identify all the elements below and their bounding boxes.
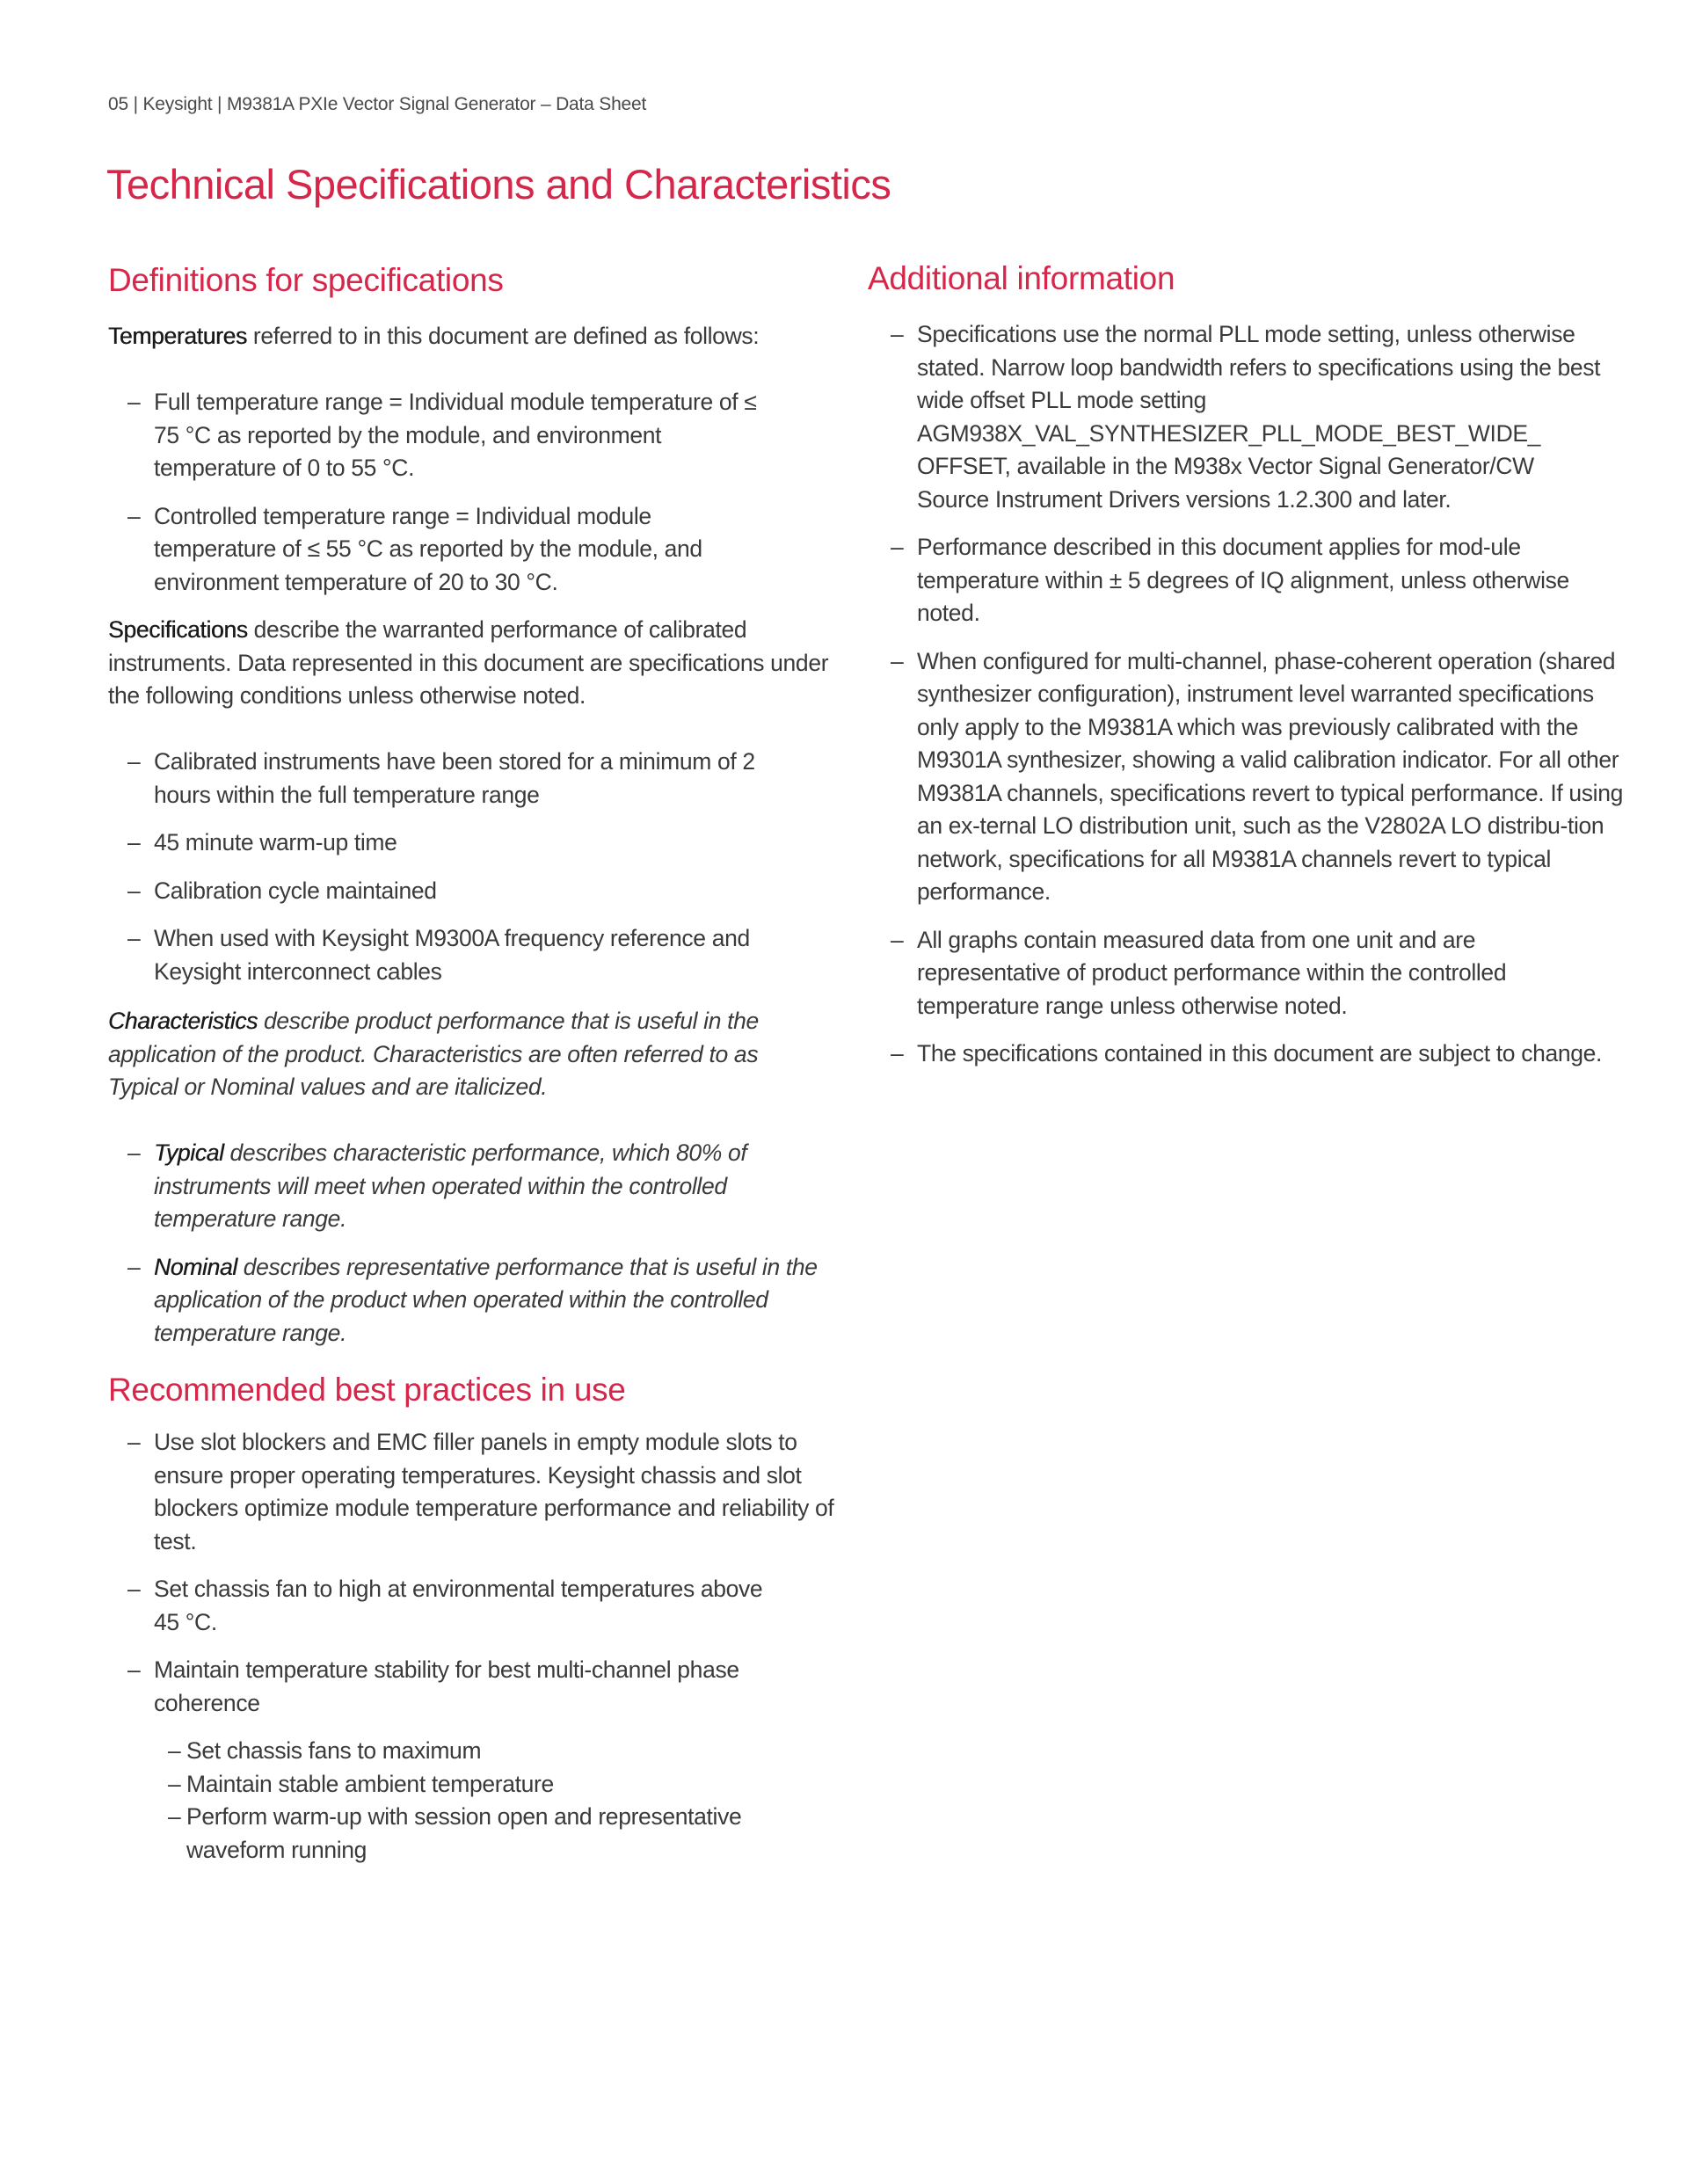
characteristics-term: Characteristics — [108, 1008, 258, 1034]
best-practices-list — [108, 1426, 834, 1867]
definitions-heading: Definitions for specifications — [108, 262, 504, 298]
sub-list-item: – Maintain stable ambient temperature — [161, 1768, 804, 1802]
temperatures-paragraph — [108, 320, 838, 353]
list-item: – Controlled temperature range = Individual module temperature of ≤ 55 °C as reported by the module, and environment temperature of 20 to 30 °C. — [108, 500, 769, 600]
temperature-definitions-list — [108, 386, 776, 599]
specification-conditions-list — [108, 746, 820, 988]
typical-text: describes characteristic performance, which 80% of instruments will meet when operated within the controlled temperature range. — [154, 1139, 747, 1232]
sub-list-item: – Set chassis fans to maximum — [161, 1735, 804, 1768]
list-item: – Use slot blockers and EMC filler panels in empty module slots to ensure proper operating temperatures. Keysight chassis and slot blockers optimize module temperature performance and reliability of test. — [108, 1426, 848, 1558]
list-item: – When configured for multi-channel, phase-coherent operation (shared synthesizer configuration), instrument level warranted specifications only apply to the M9381A which was previously calibrated with the M9301A synthesizer, showing a valid calibration indicator. For all other M9381A channels, specifications revert to typical performance. If using an ex-ternal LO distribution unit, such as the V2802A LO distribu-tion network, specifications for all M9381A channels revert to typical performance. — [868, 645, 1638, 909]
list-item — [108, 1654, 848, 1867]
specifications-paragraph — [108, 614, 838, 713]
characteristics-paragraph — [108, 1005, 829, 1104]
temperatures-text: referred to in this document are defined as follows: — [246, 323, 760, 349]
running-header: 05 | Keysight | M9381A PXIe Vector Signal Generator – Data Sheet — [108, 94, 647, 114]
list-item: – The specifications contained in this document are subject to change. — [868, 1037, 1620, 1071]
additional-info-heading: Additional information — [868, 260, 1175, 296]
list-item: – Set chassis fan to high at environmental temperatures above 45 °C. — [108, 1573, 769, 1639]
specifications-term: Specifications — [108, 616, 248, 643]
sub-list-item: – Perform warm-up with session open and representative waveform running — [161, 1801, 802, 1867]
list-item: – Full temperature range = Individual module temperature of ≤ 75 °C as reported by the module, and environment temperature of 0 to 55 °C. — [108, 386, 769, 485]
list-item: – All graphs contain measured data from one unit and are representative of product performance within the controlled temperature range unless otherwise noted. — [868, 924, 1620, 1023]
list-item — [108, 1251, 831, 1350]
list-item: – When used with Keysight M9300A frequency reference and Keysight interconnect cables — [108, 922, 822, 988]
best-practices-heading: Recommended best practices in use — [108, 1372, 626, 1408]
specifications-text: describe the warranted performance of calibrated instruments. Data represented in this document are specifications under the following conditions unless otherwise noted. — [108, 616, 829, 709]
temperatures-term: Temperatures — [108, 323, 247, 349]
additional-info-list — [868, 318, 1623, 1071]
list-item: – 45 minute warm-up time — [108, 826, 820, 860]
list-item: – Specifications use the normal PLL mode setting, unless otherwise stated. Narrow loop bandwidth refers to specifications using the best wide offset PLL mode setting AGM938X_VAL_SYNTHESIZER_PLL_MODE_BEST_WIDE_ OFFSET, available in the M938x Vector Signal Generator/CW Source Instrument Drivers versions 1.2.300 and later. — [868, 318, 1612, 516]
list-item: – Performance described in this document applies for mod-ule temperature within ± 5 degrees of IQ alignment, unless otherwise noted. — [868, 531, 1594, 630]
list-item: – Calibration cycle maintained — [108, 875, 820, 908]
nominal-term: Nominal — [154, 1253, 237, 1280]
typical-term: Typical — [154, 1139, 224, 1166]
characteristics-types-list — [108, 1137, 820, 1350]
characteristics-text: describe product performance that is useful in the application of the product. Characteristics are often referred to as Typical or Nominal values and are italicized. — [108, 1008, 759, 1100]
nominal-text: describes representative performance that is useful in the application of the product when operated within the controlled temperature range. — [154, 1253, 818, 1346]
best-practices-sublist — [108, 1735, 804, 1867]
page-title: Technical Specifications and Characteristics — [106, 161, 891, 207]
list-item: – Calibrated instruments have been stored for a minimum of 2 hours within the full temperature range — [108, 746, 796, 812]
list-item — [108, 1137, 831, 1236]
list-item-text: Maintain temperature stability for best multi-channel phase coherence — [154, 1656, 739, 1716]
